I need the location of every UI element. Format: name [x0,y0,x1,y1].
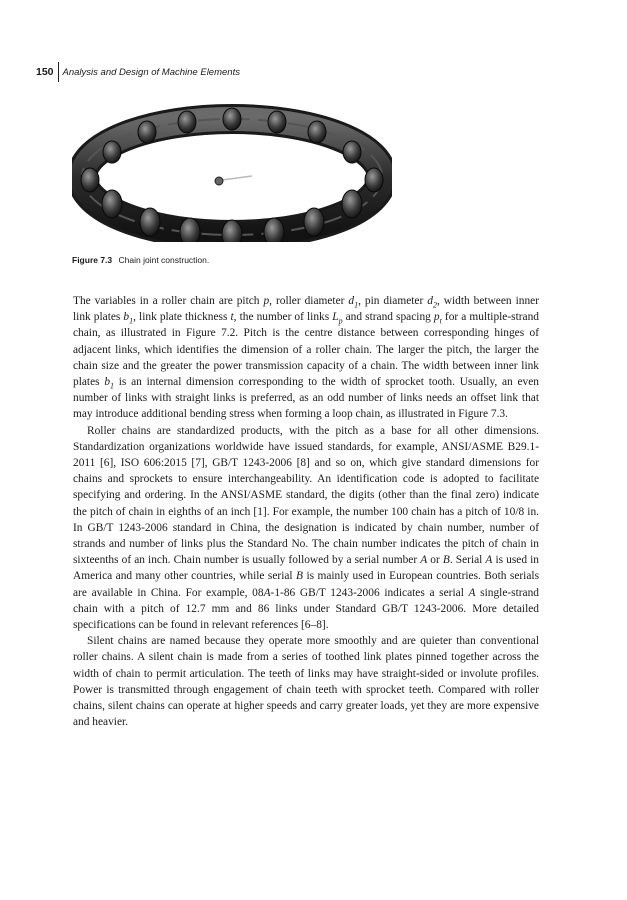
math-variable: t [230,311,234,324]
math-variable: L [332,311,339,324]
text-run: , link plate thickness [133,311,231,324]
math-variable: A [485,554,493,567]
math-variable: A [263,586,271,599]
math-subscript: 2 [432,300,437,310]
paragraph-2 [73,423,539,634]
text-run: is used in America and many other countries, while serial [73,554,539,583]
math-subscript: t [439,316,442,326]
paragraph-1 [73,293,539,423]
figure-caption [72,255,209,265]
text-run: , width between inner link plates [73,295,539,324]
page-number: 150 [36,66,54,78]
running-title: Analysis and Design of Machine Elements [62,66,240,78]
math-variable: b [123,311,130,324]
math-variable: b [104,376,111,389]
text-run: and strand spacing [342,311,434,324]
text-run: -1-86 GB/T 1243-2006 indicates a serial [270,586,469,599]
math-subscript: 1 [110,381,115,391]
text-run: single-strand chain with a pitch of 12.7 mm and 86 links under Standard GB/T 1243-2006. More detailed specifications can be found in relevant references [6–8]. [73,586,540,632]
text-run: is an internal dimension corresponding to the width of sprocket tooth. Usually, an even number of links with straight links is preferred, as an odd number of links needs an offset link that may introduce additional bending stress when forming a loop chain, as illustrated in Figure 7.3. [73,376,539,421]
math-variable: p [263,295,270,307]
math-variable: A [420,554,428,567]
text-run: for a multiple-strand chain, as illustrated in Figure 7.2. Pitch is the centre distance between corresponding hinges of adjacent links, which identifies the dimension of a roller chain. The larger the pitch, the larger the chain size and the greater the power transmission capacity of a chain. The width between inner link plates [73,311,539,389]
text-run: . Serial [449,554,486,567]
text-run: , pin diameter [358,295,428,307]
figure-label: Figure 7.3 [72,255,113,265]
math-variable: p [433,311,440,324]
figure-caption-text: Chain joint construction. [118,255,210,265]
chain-photo [72,92,392,242]
math-subscript: 1 [354,300,359,310]
math-variable: d [348,295,355,307]
text-run: The variables in a roller chain are pitch [73,295,264,307]
text-run: , roller diameter [269,295,349,307]
math-subscript: 1 [129,316,134,326]
roller-chain-loop-image [72,92,392,242]
header-divider [58,62,59,82]
text-run: or [427,554,443,567]
running-header [36,62,240,82]
text-run: Roller chains are standardized products, with the pitch as a base for all other dimensions. Standardization organizations worldwide have issued standards, for example, ANSI/ASME B29.1-2011 [6], ISO 606:2015 [7], GB/T 1243-2006 [8] and so on, which give standard dimensions for chains and sprockets to ensure interchangeability. An identification code is adopted to facilitate specifying and ordering. In the ANSI/ASME standard, the digits (other than the final zero) indicate the pitch of chain in eighths of an inch [1]. For example, the number 100 chain has a pitch of 10/8 in. In GB/T 1243-2006 standard in China, the designation is indicated by chain number, number of strands and number of links plus the Standard No. The chain number indicates the pitch of chain in sixteenths of an inch. Chain number is usually followed by a serial number [73,424,539,567]
text-run: is mainly used in European countries. Both serials are available in China. For example, 08 [73,570,539,599]
math-variable: B [296,570,303,583]
math-variable: B [442,554,450,567]
math-subscript: p [338,316,343,326]
text-run: , the number of links [233,311,333,324]
text-run: Silent chains are named because they operate more smoothly and are quieter than conventional roller chains. A silent chain is made from a series of toothed link plates pinned together across the width of chain to permit articulation. The teeth of links may have straight-sided or involute profiles. Power is transmitted through engagement of chain teeth with sprocket teeth. Compared with roller chains, silent chains can operate at higher speeds and carry greater loads, yet they are more expensive and heavier. [73,635,539,729]
paragraph-3 [73,633,539,730]
math-variable: d [427,295,433,307]
math-variable: A [468,586,476,599]
body-text [73,293,539,730]
